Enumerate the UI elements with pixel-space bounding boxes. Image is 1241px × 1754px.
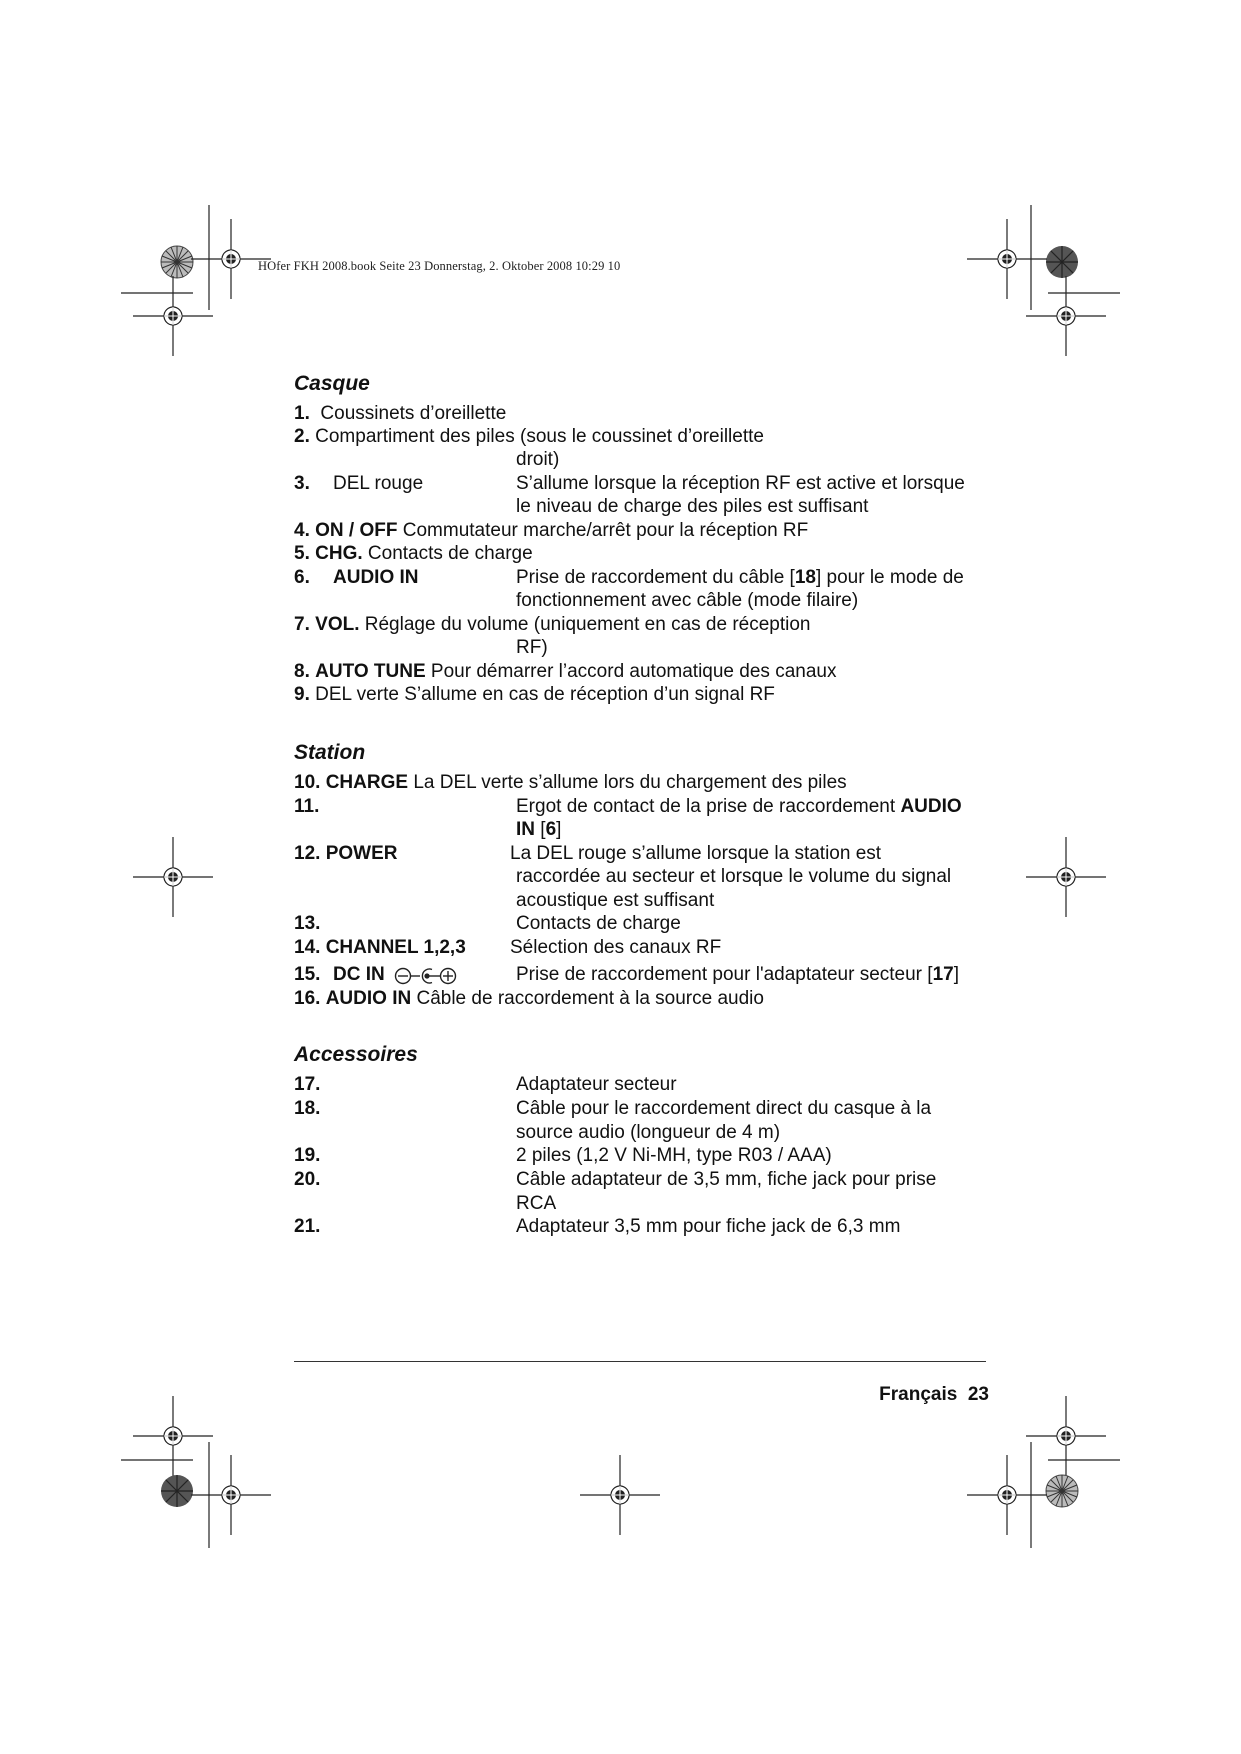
list-item: 3. DEL rouge S’allume lorsque la réception RF est active et lorsque	[294, 473, 965, 494]
print-header-meta: HOfer FKH 2008.book Seite 23 Donnerstag, 2. Oktober 2008 10:29 10	[258, 259, 621, 273]
list-item: 4. ON / OFF Commutateur marche/arrêt pour la réception RF	[294, 520, 809, 541]
crosshair-icon	[133, 1396, 213, 1476]
footer-language: Français	[879, 1384, 958, 1405]
list-item: 7. VOL. Réglage du volume (uniquement en cas de réception	[294, 614, 811, 635]
page-number: 23	[967, 1384, 989, 1405]
crosshair-icon	[1026, 276, 1106, 356]
crosshair-icon	[133, 276, 213, 356]
list-item: 14. CHANNEL 1,2,3 Sélection des canaux RF	[294, 937, 722, 958]
list-item: 6. AUDIO IN Prise de raccordement du câble [18] pour le mode de	[294, 567, 964, 588]
list-item: 12. POWER La DEL rouge s’allume lorsque la station est	[294, 843, 882, 864]
dc-polarity-icon	[394, 967, 458, 985]
crosshair-icon	[1026, 1396, 1106, 1476]
list-item: 1. Coussinets d’oreillette	[294, 403, 507, 424]
section-title-accessoires: Accessoires	[294, 1043, 418, 1066]
section-title-casque: Casque	[294, 372, 370, 395]
list-item: 2. Compartiment des piles (sous le coussinet d’oreillette	[294, 426, 764, 447]
list-item: 18. Câble pour le raccordement direct du casque à la	[294, 1098, 932, 1119]
crosshair-icon	[191, 1455, 271, 1535]
list-item: 19. 2 piles (1,2 V Ni-MH, type R03 / AAA)	[294, 1145, 832, 1166]
page-footer	[879, 1384, 989, 1406]
crosshair-icon	[967, 219, 1047, 299]
list-item: 21. Adaptateur 3,5 mm pour fiche jack de 6,3 mm	[294, 1216, 901, 1237]
list-item: 11. Ergot de contact de la prise de raccordement AUDIO	[294, 796, 962, 817]
list-item: 15. DC IN Prise de raccordement pour l'adaptateur secteur [17]	[294, 964, 959, 985]
list-item: 5. CHG. Contacts de charge	[294, 543, 533, 564]
color-target-icon	[161, 1475, 193, 1507]
list-item: 20. Câble adaptateur de 3,5 mm, fiche jack pour prise	[294, 1169, 937, 1190]
crosshair-icon	[1026, 837, 1106, 917]
list-item: 9. DEL verte S’allume en cas de réception d’un signal RF	[294, 684, 775, 705]
section-title-station: Station	[294, 741, 366, 764]
list-item: 13. Contacts de charge	[294, 913, 681, 934]
list-item: 10. CHARGE La DEL verte s’allume lors du chargement des piles	[294, 772, 847, 793]
crosshair-icon	[580, 1455, 660, 1535]
color-target-icon	[161, 246, 193, 278]
crosshair-icon	[133, 837, 213, 917]
color-target-icon	[1046, 246, 1078, 278]
list-item: 16. AUDIO IN Câble de raccordement à la source audio	[294, 988, 764, 1009]
list-item: 17. Adaptateur secteur	[294, 1074, 677, 1095]
crosshair-icon	[967, 1455, 1047, 1535]
footer-divider	[294, 1361, 986, 1362]
list-item: 8. AUTO TUNE Pour démarrer l’accord automatique des canaux	[294, 661, 837, 682]
color-target-icon	[1046, 1475, 1078, 1507]
